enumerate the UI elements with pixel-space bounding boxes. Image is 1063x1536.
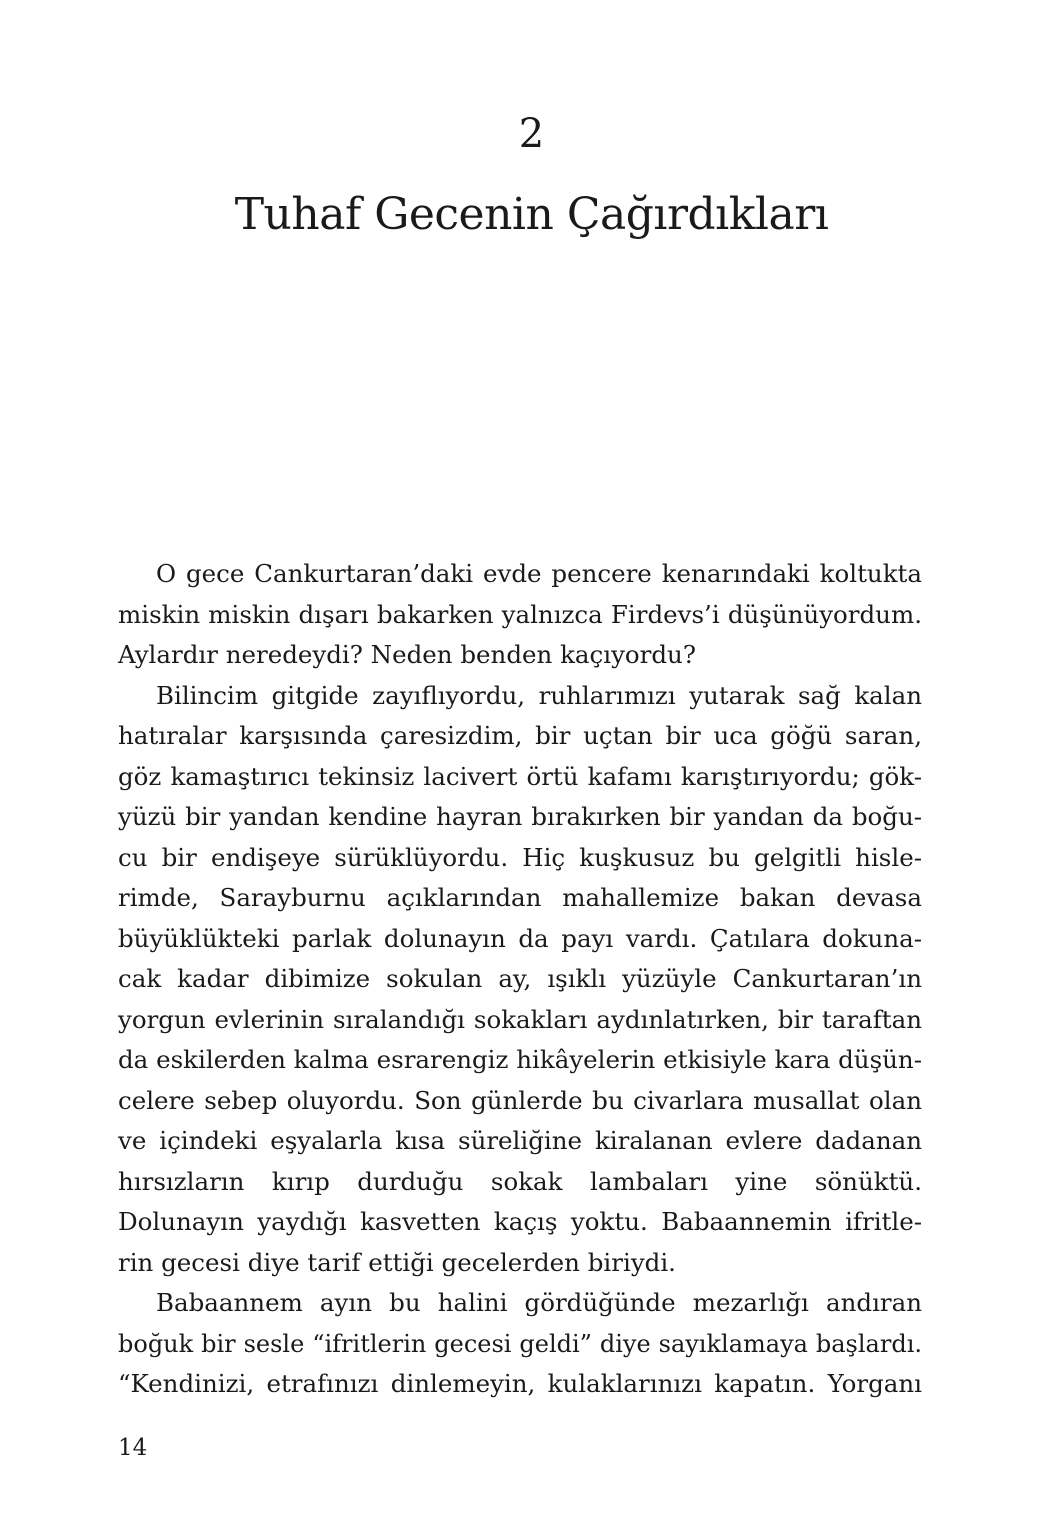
text-line: rimde, Sarayburnu açıklarından mahallemize bakan devasa: [118, 883, 922, 912]
text-line: rin gecesi diye tarif ettiği gecelerden biriydi.: [118, 1247, 676, 1277]
text-line: boğuk bir sesle “ifritlerin gecesi geldi” diye sayıklamaya başlardı.: [118, 1329, 922, 1358]
paragraph-3: [118, 1283, 922, 1405]
paragraph-1: [118, 554, 922, 676]
text-line: Aylardır neredeydi? Neden benden kaçıyordu?: [118, 640, 696, 669]
text-line: cu bir endişeye sürüklüyordu. Hiç kuşkusuz bu gelgitli hisle-: [118, 842, 922, 872]
text-line: cak kadar dibimize sokulan ay, ışıklı yüzüyle Cankurtaran’ın: [118, 964, 922, 993]
text-line: celere sebep oluyordu. Son günlerde bu civarlara musallat olan: [118, 1085, 922, 1115]
chapter-number: 2: [518, 111, 545, 157]
body-text: [118, 554, 922, 1405]
text-line: büyüklükteki parlak dolunayın da payı vardı. Çatılara dokuna-: [118, 923, 922, 953]
text-line: yüzü bir yandan kendine hayran bırakırken bir yandan da boğu-: [118, 802, 922, 831]
text-line: “Kendinizi, etrafınızı dinlemeyin, kulaklarınızı kapatın. Yorganı: [118, 1369, 922, 1398]
text-line: Bilincim gitgide zayıflıyordu, ruhlarımızı yutarak sağ kalan: [156, 680, 922, 710]
text-line: Dolunayın yaydığı kasvetten kaçış yoktu. Babaannemin ifritle-: [118, 1207, 922, 1236]
text-line: miskin miskin dışarı bakarken yalnızca Firdevs’i düşünüyordum.: [118, 599, 922, 629]
text-line: ve içindeki eşyalarla kısa süreliğine kiralanan evlere dadanan: [118, 1126, 922, 1155]
paragraph-2: [118, 676, 922, 1284]
text-line: Babaannem ayın bu halini gördüğünde mezarlığı andıran: [156, 1288, 922, 1317]
text-line: da eskilerden kalma esrarengiz hikâyelerin etkisiyle kara düşün-: [118, 1045, 922, 1074]
text-line: göz kamaştırıcı tekinsiz lacivert örtü kafamı karıştırıyordu; gök-: [118, 761, 922, 791]
text-line: hatıralar karşısında çaresizdim, bir uçtan bir uca göğü saran,: [118, 721, 922, 750]
text-line: hırsızların kırıp durduğu sokak lambaları yine sönüktü.: [118, 1166, 922, 1196]
page-number: 14: [118, 1435, 148, 1461]
text-line: yorgun evlerinin sıralandığı sokakları aydınlatırken, bir taraftan: [118, 1004, 922, 1034]
text-line: O gece Cankurtaran’daki evde pencere kenarındaki koltukta: [156, 559, 922, 588]
chapter-title: Tuhaf Gecenin Çağırdıkları: [234, 189, 829, 240]
